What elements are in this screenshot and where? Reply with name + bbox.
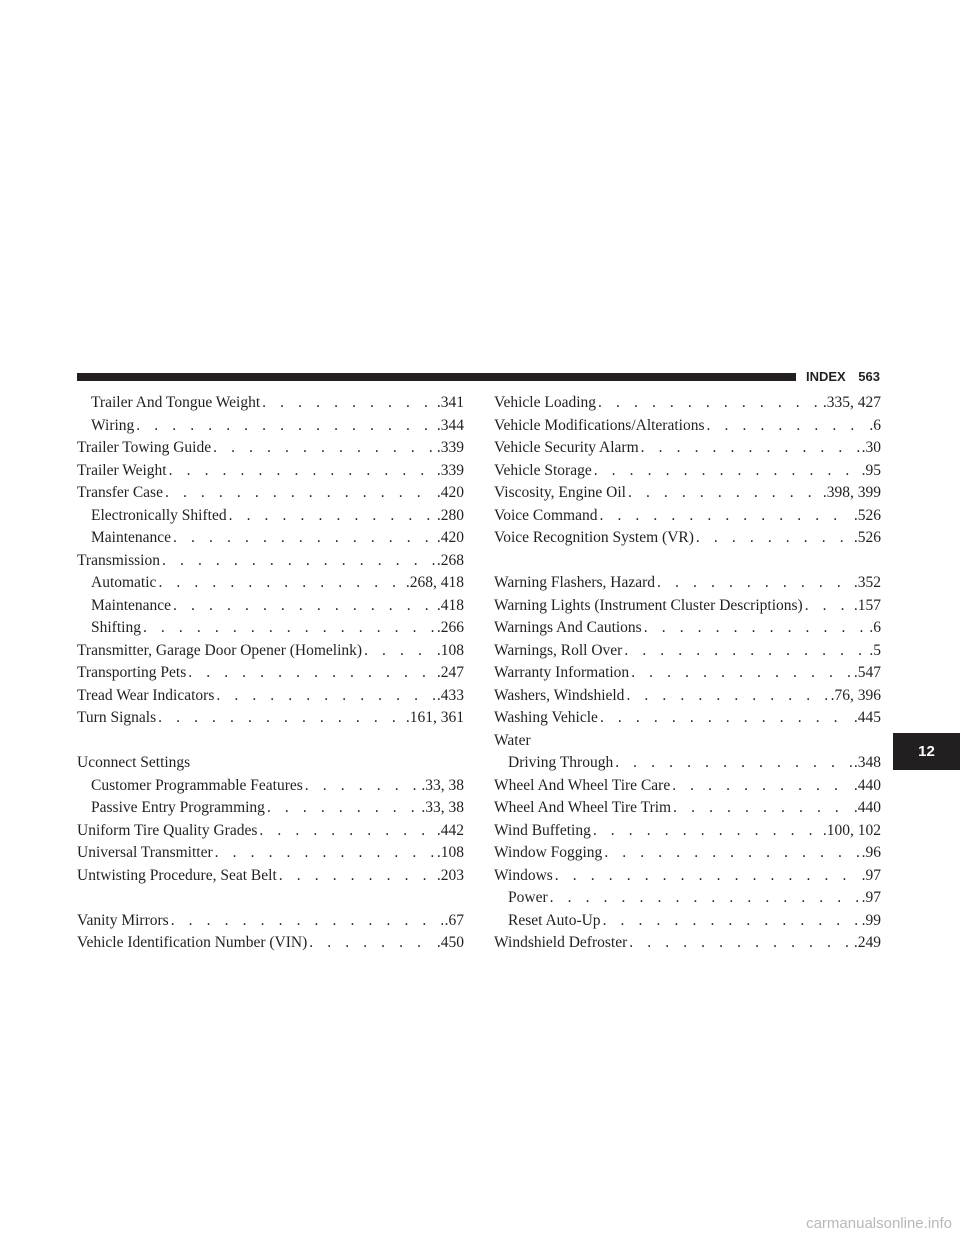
index-subentry [77,617,464,640]
index-entry [494,662,881,685]
dot-leader [603,910,860,933]
dot-leader [213,437,435,460]
entry-pages: .247 [436,664,464,681]
index-entry [494,685,881,708]
index-entry [77,842,464,865]
entry-term: Tread Wear Indicators [77,686,215,704]
index-subentry [77,505,464,528]
index-subentry [77,595,464,618]
dot-leader [600,707,852,730]
dot-leader [162,550,435,573]
entry-pages: .108 [436,844,464,861]
index-entry [77,662,464,685]
entry-term: Warning Lights (Instrument Cluster Descriptions) [494,596,803,614]
index-entry [494,415,881,438]
index-entry [494,707,881,730]
entry-term: Viscosity, Engine Oil [494,484,626,501]
dot-leader [171,910,443,933]
dot-leader [628,482,821,505]
entry-term: Transmitter, Garage Door Opener (Homelink) [77,641,363,659]
dot-leader [598,392,821,415]
entry-pages: .6 [869,416,881,434]
entry-pages: .339 [436,439,464,456]
index-entry [77,932,464,955]
entry-gap [77,730,464,753]
entry-pages: .442 [436,821,464,839]
entry-pages: .97 [861,889,881,906]
entry-pages: .33, 38 [421,776,464,794]
entry-term: Warnings, Roll Over [494,641,623,659]
entry-term: Voice Recognition System (VR) [494,529,694,546]
header-rule [77,373,796,381]
entry-pages: .96 [861,844,881,861]
entry-term: Trailer Towing Guide [77,439,212,456]
entry-gap [494,550,881,573]
dot-leader [216,685,435,708]
entry-pages: .268 [436,551,464,569]
dot-leader [262,392,435,415]
index-entry [77,460,464,483]
dot-leader [707,415,868,438]
entry-term: Warnings And Cautions [494,619,642,636]
entry-pages: .344 [436,416,464,434]
dot-leader [143,617,435,640]
entry-pages: .30 [861,439,881,456]
dot-leader [593,820,821,843]
index-entry [494,505,881,528]
entry-term: Washers, Windshield [494,686,625,704]
entry-pages: .99 [861,911,881,929]
entry-term: Window Fogging [494,844,603,861]
index-entry [494,842,881,865]
entry-term: Vehicle Storage [494,461,592,479]
entry-pages: .97 [861,866,881,884]
entry-term: Wheel And Wheel Tire Trim [494,799,672,816]
index-entry [494,775,881,798]
index-subentry [77,572,464,595]
entry-pages: .95 [861,461,881,479]
entry-pages: .157 [853,596,881,614]
entry-pages: .76, 396 [830,686,881,704]
index-subentry [494,752,881,775]
index-entry [77,482,464,505]
entry-term: Transporting Pets [77,664,187,681]
dot-leader [550,887,860,910]
index-entry [77,752,464,775]
entry-term: Transmission [77,551,160,569]
entry-term: Wiring [91,416,135,434]
index-subentry [77,797,464,820]
entry-pages: .161, 361 [405,709,464,726]
index-entry [77,865,464,888]
dot-leader [657,572,852,595]
index-entry [77,437,464,460]
dot-leader [624,640,867,663]
entry-term: Vehicle Modifications/Alterations [494,416,705,434]
entry-pages: .203 [436,866,464,884]
entry-pages: .398, 399 [822,484,881,501]
dot-leader [805,595,852,618]
index-entry [494,460,881,483]
entry-pages: .249 [853,934,881,951]
index-entry [494,572,881,595]
entry-pages: .418 [436,596,464,614]
index-entry [494,865,881,888]
index-column-left [77,392,464,955]
entry-term: Wind Buffeting [494,821,591,839]
dot-leader [626,685,828,708]
dot-leader [555,865,860,888]
entry-pages: .6 [869,619,881,636]
entry-term: Washing Vehicle [494,709,598,726]
index-entry [494,640,881,663]
entry-term: Vehicle Loading [494,394,597,411]
entry-pages: .420 [436,529,464,546]
entry-term: Vehicle Identification Number (VIN) [77,934,308,951]
entry-pages: .266 [436,619,464,636]
entry-term: Warning Flashers, Hazard [494,574,656,591]
entry-term: Windows [494,866,553,884]
entry-pages: .526 [853,529,881,546]
dot-leader [267,797,419,820]
entry-pages: .445 [853,709,881,726]
index-entry [494,527,881,550]
index-subentry [77,415,464,438]
entry-pages: .108 [436,641,464,659]
index-entry [494,932,881,955]
entry-pages: .335, 427 [822,394,881,411]
entry-term: Reset Auto-Up [508,911,601,929]
entry-term: Maintenance [91,596,172,614]
entry-pages: .547 [853,664,881,681]
entry-term: Transfer Case [77,484,163,501]
index-subentry [77,527,464,550]
entry-pages: .526 [853,506,881,524]
entry-term: Universal Transmitter [77,844,213,861]
index-subentry [494,887,881,910]
dot-leader [631,662,852,685]
entry-term: Windshield Defroster [494,934,628,951]
dot-leader [165,482,435,505]
index-entry [77,910,464,933]
dot-leader [641,437,860,460]
dot-leader [173,595,435,618]
entry-term: Turn Signals [77,709,157,726]
entry-term: Maintenance [91,529,172,546]
entry-term: Power [508,889,548,906]
dot-leader [673,797,852,820]
entry-term: Uniform Tire Quality Grades [77,821,258,839]
entry-term: Shifting [91,619,141,636]
entry-term: Electronically Shifted [91,506,227,524]
entry-term: Uconnect Settings [77,754,191,771]
dot-leader [672,775,852,798]
index-entry [494,617,881,640]
watermark: carmanualsonline.info [806,1215,952,1232]
dot-leader [599,505,851,528]
chapter-tab: 12 [893,733,960,770]
index-entry [494,482,881,505]
entry-term: Trailer And Tongue Weight [91,394,261,411]
dot-leader [696,527,852,550]
entry-term: Customer Programmable Features [91,776,303,794]
index-entry [494,797,881,820]
dot-leader [173,527,435,550]
entry-term: Wheel And Wheel Tire Care [494,776,671,794]
index-column-right [494,392,881,955]
dot-leader [215,842,435,865]
entry-pages: .33, 38 [421,799,464,816]
dot-leader [158,572,403,595]
dot-leader [158,707,404,730]
index-entry [494,730,881,753]
index-subentry [77,775,464,798]
dot-leader [644,617,868,640]
entry-pages: .440 [853,776,881,794]
entry-pages: .67 [444,911,464,929]
entry-pages: .348 [853,754,881,771]
index-entry [77,550,464,573]
dot-leader [229,505,435,528]
dot-leader [169,460,435,483]
page-number: 563 [858,369,880,384]
dot-leader [615,752,852,775]
index-entry [77,707,464,730]
entry-pages: .352 [853,574,881,591]
index-entry [494,437,881,460]
dot-leader [604,842,859,865]
entry-term: Warranty Information [494,664,630,681]
entry-gap [77,887,464,910]
index-entry [494,392,881,415]
dot-leader [259,820,434,843]
entry-term: Trailer Weight [77,461,167,479]
entry-pages: .433 [436,686,464,704]
dot-leader [279,865,435,888]
entry-pages: .341 [436,394,464,411]
entry-term: Automatic [91,574,157,591]
entry-pages: .280 [436,506,464,524]
index-subentry [77,392,464,415]
dot-leader [629,932,852,955]
dot-leader [305,775,420,798]
index-entry [77,685,464,708]
entry-term: Untwisting Procedure, Seat Belt [77,866,277,884]
entry-term: Voice Command [494,506,598,524]
index-subentry [494,910,881,933]
entry-term: Water [494,731,531,749]
index-entry [77,640,464,663]
index-entry [77,820,464,843]
index-entry [494,595,881,618]
header-title: INDEX [806,369,846,384]
entry-pages: .268, 418 [405,574,464,591]
dot-leader [364,640,435,663]
dot-leader [136,415,435,438]
entry-term: Vehicle Security Alarm [494,439,639,456]
index-entry [494,820,881,843]
entry-pages: .339 [436,461,464,479]
entry-pages: .440 [853,799,881,816]
dot-leader [594,460,860,483]
dot-leader [188,662,435,685]
running-header [806,366,880,388]
entry-pages: .5 [869,641,881,659]
entry-pages: .450 [436,934,464,951]
entry-pages: .100, 102 [822,821,881,839]
entry-pages: .420 [436,484,464,501]
entry-term: Driving Through [508,754,614,771]
entry-term: Passive Entry Programming [91,799,265,816]
entry-term: Vanity Mirrors [77,911,169,929]
dot-leader [309,932,435,955]
